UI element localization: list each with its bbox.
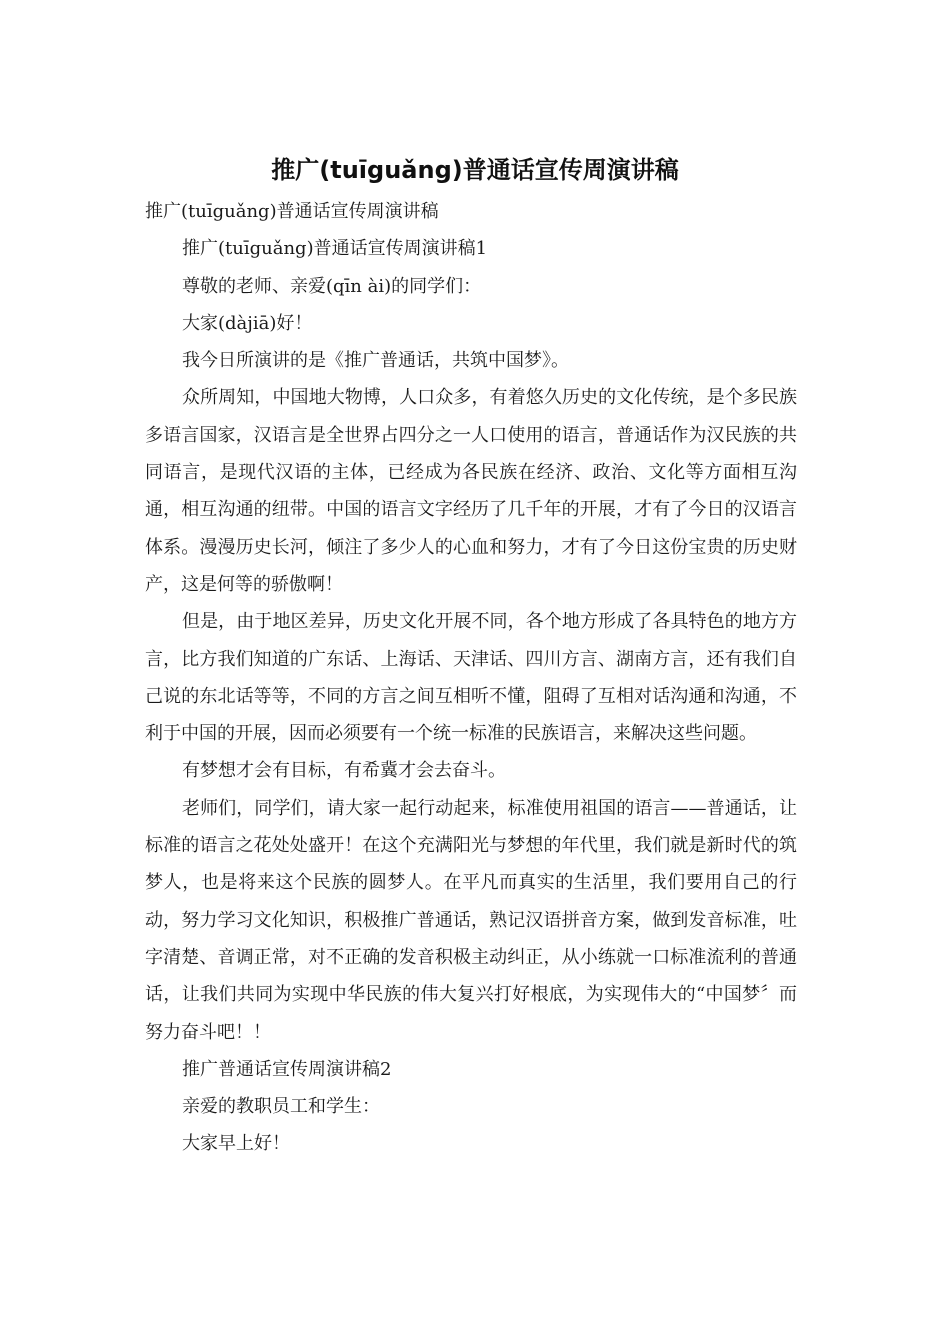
document-title: 推广(tuīguǎng)普通话宣传周演讲稿 [271, 156, 679, 184]
salutation-paragraph: 尊敬的老师、亲爱(qīn ài)的同学们： [182, 275, 482, 297]
document-body [145, 193, 797, 1163]
body-paragraph: 老师们，同学们，请大家一起行动起来，标准使用祖国的语言——普通话，让标准的语言之花处处盛开！在这个充满阳光与梦想的年代里，我们就是新时代的筑梦人，也是将来这个民族的圆梦人。在平凡而真实的生活里，我们要用自己的行动，努力学习文化知识，积极推广普通话，熟记汉语拼音方案，做到发音标准，吐字清楚、音调正常，对不正确的发音积极主动纠正，从小练就一口标准流利的普通话，让我们共同为实现中华民族的伟大复兴打好根底，为实现伟大的“中国梦〞而努力奋斗吧！！ [145, 797, 797, 1043]
greeting-paragraph: 大家(dàjiā)好！ [182, 312, 313, 334]
speech-heading-1: 推广(tuīguǎng)普通话宣传周演讲稿1 [182, 238, 488, 260]
body-paragraph: 有梦想才会有目标，有希冀才会去奋斗。 [182, 760, 506, 782]
body-paragraph: 但是，由于地区差异，历史文化开展不同，各个地方形成了各具特色的地方方言，比方我们知道的广东话、上海话、天津话、四川方言、湖南方言，还有我们自己说的东北话等等，不同的方言之间互相听不懂，阻碍了互相对话沟通和沟通，不利于中国的开展，因而必须要有一个统一标准的民族语言，来解决这些问题。 [145, 611, 797, 745]
topic-paragraph: 我今日所演讲的是《推广普通话，共筑中国梦》。 [182, 350, 569, 372]
speech-heading-2: 推广普通话宣传周演讲稿2 [182, 1058, 392, 1080]
subtitle-paragraph: 推广(tuīguǎng)普通话宣传周演讲稿 [145, 201, 439, 222]
greeting-paragraph: 大家早上好！ [182, 1133, 290, 1155]
salutation-paragraph: 亲爱的教职员工和学生： [182, 1096, 380, 1118]
body-paragraph: 众所周知，中国地大物博，人口众多，有着悠久历史的文化传统，是个多民族多语言国家，汉语言是全世界占四分之一人口使用的语言，普通话作为汉民族的共同语言，是现代汉语的主体，已经成为各民族在经济、政治、文化等方面相互沟通，相互沟通的纽带。中国的语言文字经历了几千年的开展，才有了今日的汉语言体系。漫漫历史长河，倾注了多少人的心血和努力，才有了今日这份宝贵的历史财产，这是何等的骄傲啊！ [145, 387, 797, 595]
